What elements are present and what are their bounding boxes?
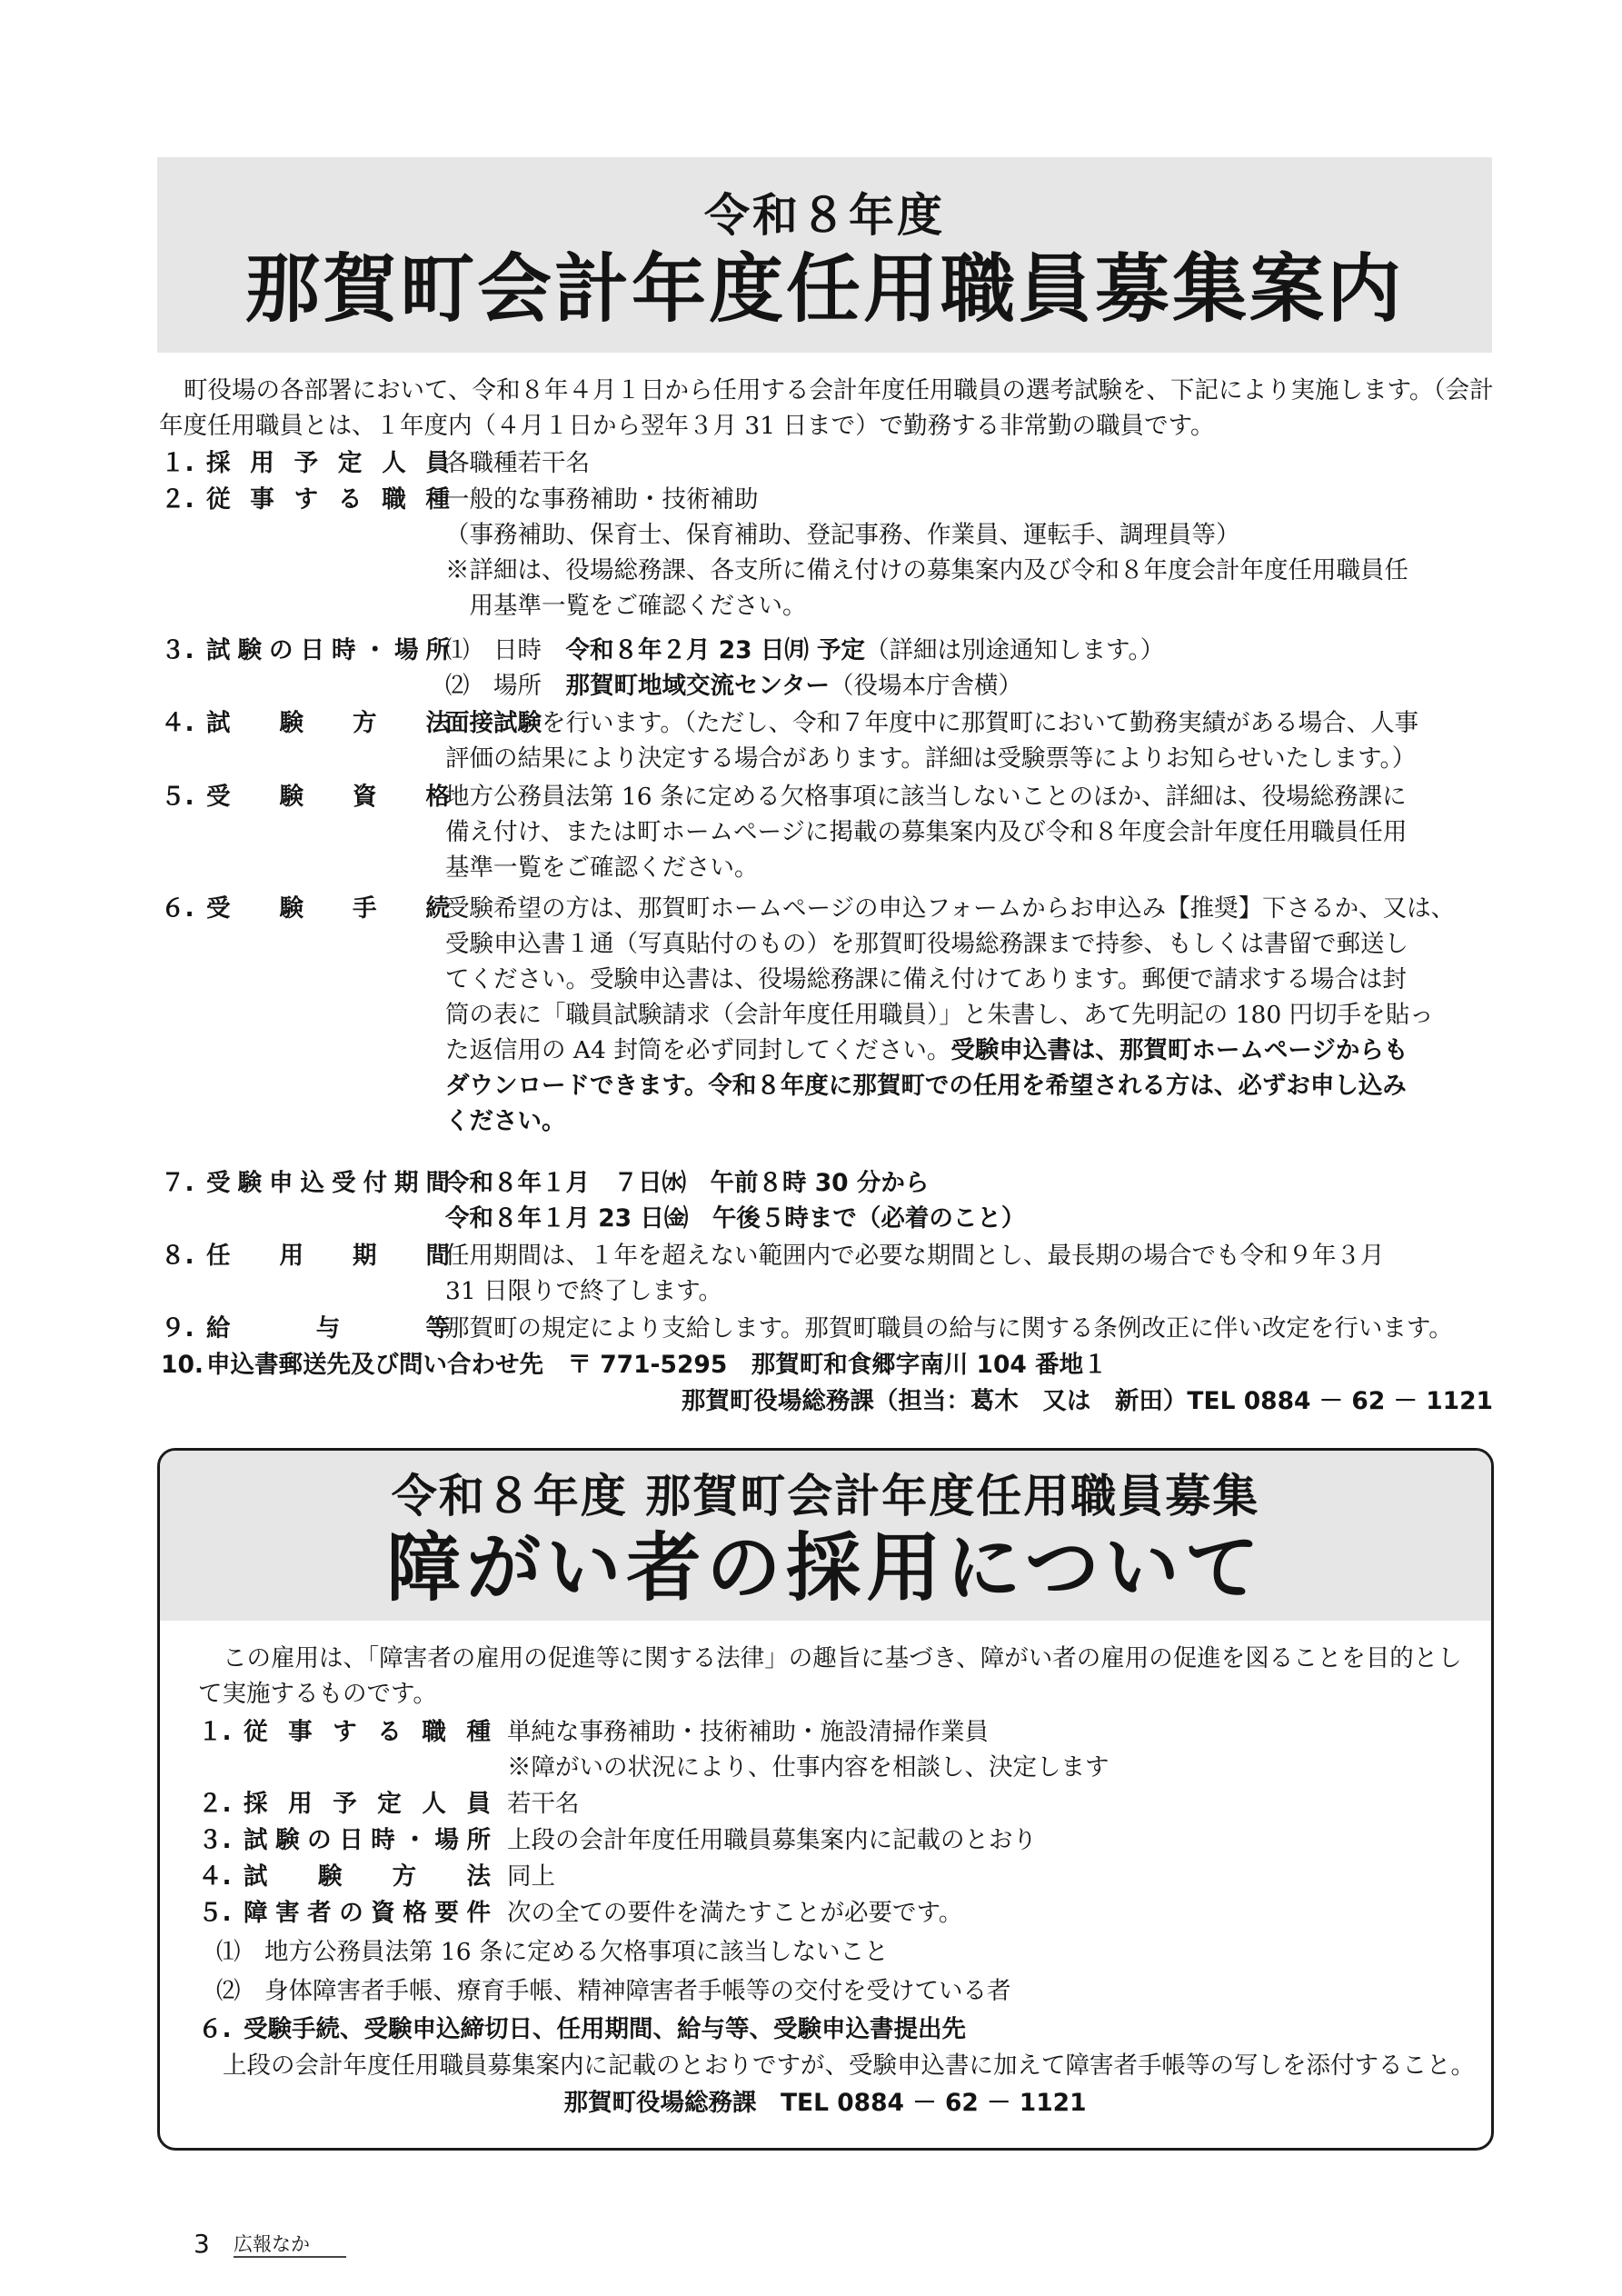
item-label: 給与等 xyxy=(206,1314,450,1343)
header-year: 令和８年度 xyxy=(704,189,945,242)
page-number: 3 xyxy=(194,2229,210,2259)
section-subtitle: 令和８年度 那賀町会計年度任用職員募集 xyxy=(391,1470,1260,1522)
item-label: 試験方法 xyxy=(206,709,450,737)
item-label: 受験手続、受験申込締切日、任用期間、給与等、受験申込書提出先 xyxy=(244,2015,966,2043)
item-label: 受験資格 xyxy=(206,783,450,811)
item-label: 任用期間 xyxy=(206,1242,450,1270)
item-label: 試験方法 xyxy=(244,1862,491,1891)
item-label: 試験の日時・場所 xyxy=(244,1826,491,1854)
d-item-6-text: 上段の会計年度任用職員募集案内に記載のとおりですが、受験申込書に加えて障害者手帳等の写しを添付すること。 xyxy=(223,2051,1475,2080)
item-label: 従事する職種 xyxy=(244,1718,491,1746)
item-label: 試験の日時・場所 xyxy=(206,636,450,664)
page-title: 那賀町会計年度任用職員募集案内 xyxy=(244,246,1404,333)
publication-name: 広報なか xyxy=(234,2232,346,2258)
contact-line: 那賀町役場総務課（担当：葛木 又は 新田）TEL 0884 － 62 － 1121 xyxy=(681,1387,1493,1415)
item-label: 障害者の資格要件 xyxy=(244,1899,491,1927)
section-title: 障がい者の採用について xyxy=(386,1525,1265,1612)
item-label: 従事する職種 xyxy=(206,485,450,514)
recruitment-header xyxy=(157,157,1492,353)
item-label: 申込書郵送先及び問い合わせ先 xyxy=(206,1351,543,1379)
requirement-1: ⑴ 地方公務員法第 16 条に定める欠格事項に該当しないこと xyxy=(216,1938,889,1966)
disability-contact: 那賀町役場総務課 TEL 0884 － 62 － 1121 xyxy=(563,2089,1087,2117)
item-label: 受験申込受付期間 xyxy=(206,1169,450,1197)
disability-header xyxy=(160,1451,1491,1621)
item-label: 採用予定人員 xyxy=(244,1790,491,1818)
intro-paragraph: 町役場の各部署において、令和８年４月１日から任用する会計年度任用職員の選考試験を、下記により実施します。（会計年度任用職員とは、１年度内（４月１日から翌年３月 31 日まで）で勤務する非常勤の職員です。 xyxy=(159,376,1494,440)
requirement-2: ⑵ 身体障害者手帳、療育手帳、精神障害者手帳等の交付を受けている者 xyxy=(216,1977,1011,2005)
disability-intro: この雇用は、「障害者の雇用の促進等に関する法律」の趣旨に基づき、障がい者の雇用の促進を図ることを目的として実施するものです。 xyxy=(198,1644,1462,1708)
item-label: 受験手続 xyxy=(206,894,450,923)
item-label: 採用予定人員 xyxy=(206,449,450,477)
